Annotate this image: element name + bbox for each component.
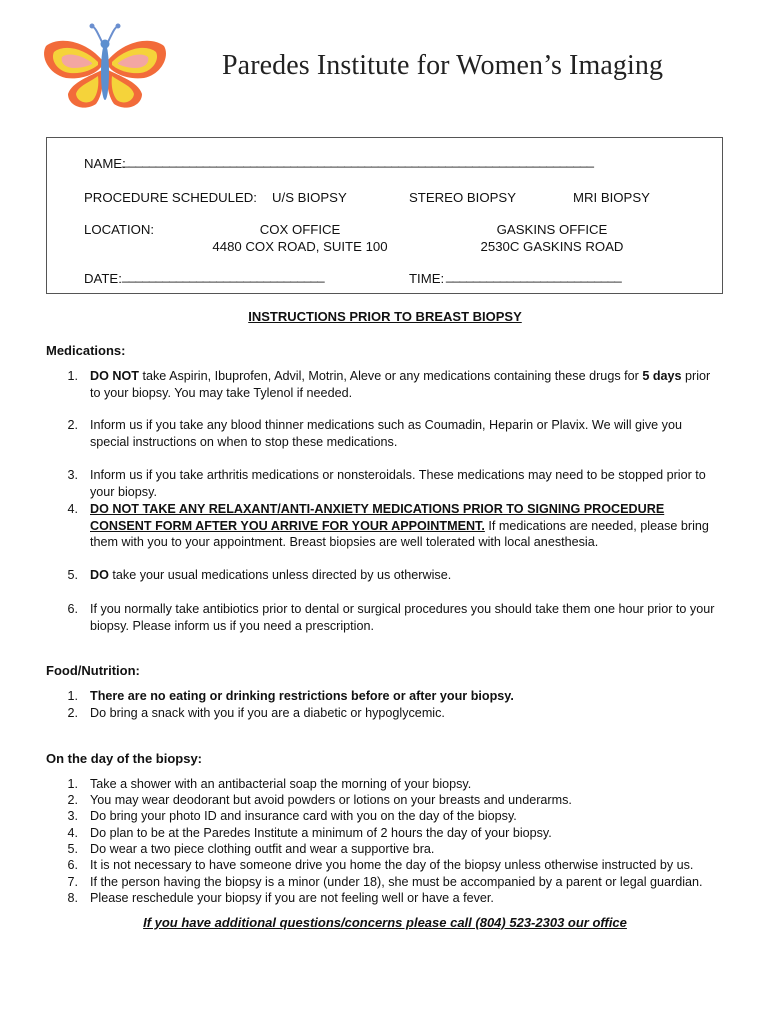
location-cox-address: 4480 COX ROAD, SUITE 100 — [212, 239, 388, 254]
time-label: TIME: — [409, 271, 445, 286]
food-heading: Food/Nutrition: — [46, 663, 140, 678]
butterfly-logo-icon — [40, 22, 170, 114]
location-gaskins-name[interactable]: GASKINS OFFICE — [496, 222, 608, 237]
date-field[interactable]: ______________________________ — [122, 268, 325, 283]
procedure-option-stereo-biopsy[interactable]: STEREO BIOPSY — [409, 190, 516, 205]
medications-heading: Medications: — [46, 343, 126, 358]
date-label: DATE: — [84, 271, 122, 286]
time-field[interactable]: __________________________ — [446, 268, 622, 283]
location-cox-name[interactable]: COX OFFICE — [259, 222, 341, 237]
procedure-option-us-biopsy[interactable]: U/S BIOPSY — [272, 190, 347, 205]
name-field[interactable]: ______________________________________________________________________ — [122, 153, 594, 168]
procedure-option-mri-biopsy[interactable]: MRI BIOPSY — [573, 190, 650, 205]
location-gaskins-address: 2530C GASKINS ROAD — [480, 239, 624, 254]
name-label: NAME: — [84, 156, 126, 171]
day-of-heading: On the day of the biopsy: — [46, 751, 203, 766]
location-label: LOCATION: — [84, 222, 155, 237]
page-title: Paredes Institute for Women’s Imaging — [222, 50, 664, 81]
contact-footer: If you have additional questions/concerns please call (804) 523-2303 our office — [143, 915, 627, 930]
instructions-heading: INSTRUCTIONS PRIOR TO BREAST BIOPSY — [248, 309, 522, 324]
procedure-label: PROCEDURE SCHEDULED: — [84, 190, 257, 205]
